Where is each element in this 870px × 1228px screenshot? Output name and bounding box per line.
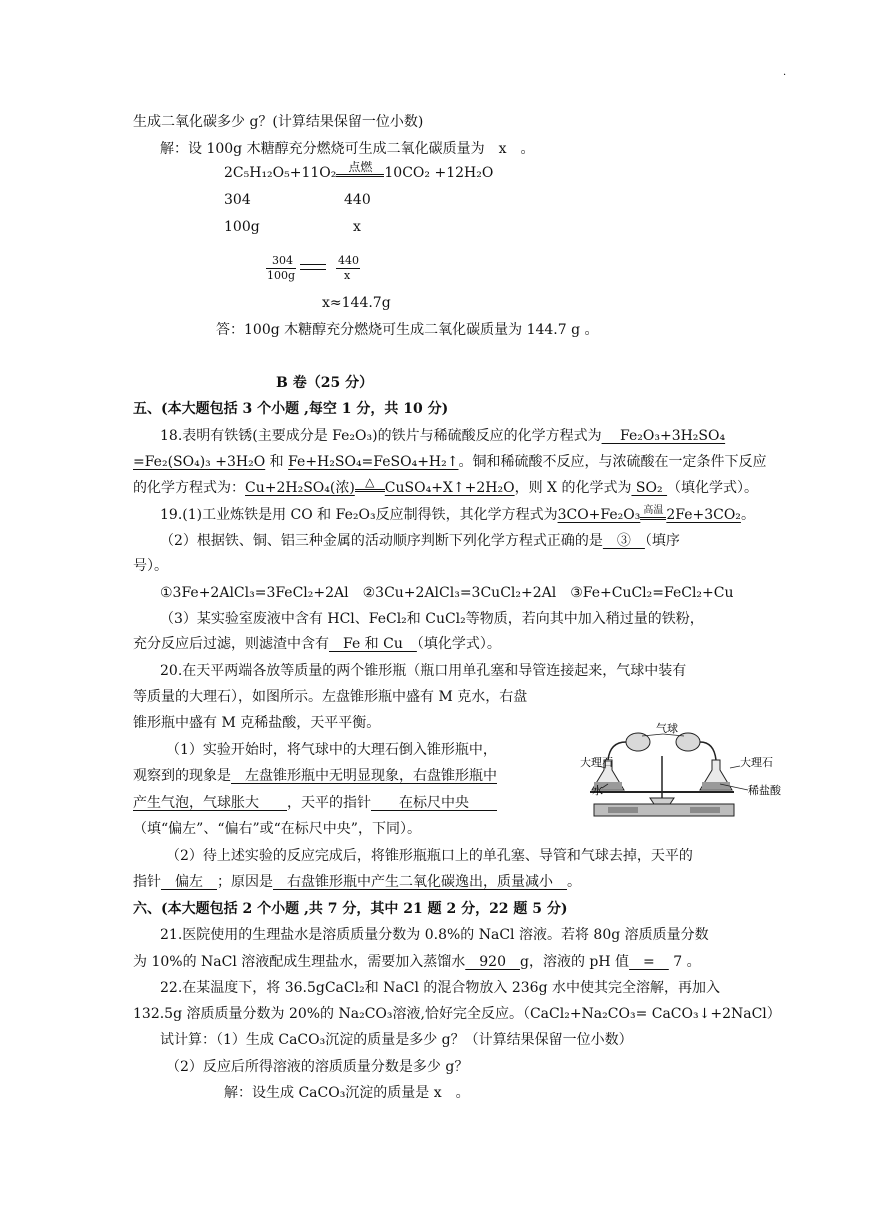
q21-line2: 为 10%的 NaCl 溶液配成生理盐水，需要加入蒸馏水 920 g，溶液的 pH 值 = 7 。: [133, 954, 701, 970]
q20-line1: 20.在天平两端各放等质量的两个锥形瓶（瓶口用单孔塞和导管连接起来，气球中装有: [160, 663, 687, 679]
q19-answer-3: Fe 和 Cu: [329, 636, 417, 652]
section-b-title: B 卷（25 分）: [276, 375, 374, 391]
q20-part1-c: 产生气泡，气球胀大 ，天平的指针 在标尺中央: [133, 795, 497, 811]
q18-answer-4: SO₂: [631, 480, 668, 496]
q20-answer-2: 在标尺中央: [371, 795, 497, 811]
label-balloon: 气球: [656, 722, 678, 735]
equals-sign: [300, 264, 326, 270]
mass-ratio-2: 440: [344, 192, 371, 208]
q18-answer-1-cont: =Fe₂(SO₄)₃ +3H₂O: [133, 454, 266, 470]
question-tail: 生成二氧化碳多少 g？(计算结果保留一位小数): [133, 114, 424, 130]
section5-heading: 五、(本大题包括 3 个小题 ,每空 1 分，共 10 分): [133, 401, 449, 417]
solution-intro: 解：设 100g 木糖醇充分燃烧可生成二氧化碳质量为 x 。: [160, 141, 535, 157]
q20-part2-b: 指针 偏左 ；原因是 右盘锥形瓶中产生二氧化碳逸出，质量减小 。: [133, 874, 581, 890]
fraction-right-numerator: 440: [338, 254, 359, 267]
q18-answer-3: Cu+2H₂SO₄(浓): [245, 480, 355, 496]
q20-answer-4: 右盘锥形瓶中产生二氧化碳逸出，质量减小: [273, 874, 567, 890]
label-marble-left: 大理石: [580, 756, 613, 769]
combustion-equation: [224, 162, 493, 184]
q19-line1: 19.(1)工业炼铁是用 CO 和 Fe₂O₃反应制得铁，其化学方程式为3CO+Fe₂O₃ 高温 2Fe+3CO₂。: [160, 505, 755, 523]
q22-line4: （2）反应后所得溶液的溶质质量分数是多少 g？: [166, 1059, 469, 1075]
q22-line1: 22.在某温度下，将 36.5gCaCl₂和 NaCl 的混合物放入 236g 水中使其完全溶解，再加入: [160, 980, 720, 996]
fraction-left-numerator: 304: [272, 254, 293, 267]
q19-options: ①3Fe+2AlCl₃=3FeCl₂+2Al ②3Cu+2AlCl₃=3CuCl₂+2Al ③Fe+CuCl₂=FeCl₂+Cu: [160, 585, 734, 601]
equation-condition: 点燃: [336, 160, 384, 177]
q19-answer-1: 3CO+Fe₂O₃: [557, 507, 641, 523]
q20-part1-a: （1）实验开始时，将气球中的大理石倒入锥形瓶中，: [166, 742, 497, 758]
given-mass: 100g: [224, 219, 260, 235]
result-value: x≈144.7g: [322, 295, 391, 311]
q19-condition: 高温: [640, 505, 666, 520]
q19-line4: 充分反应后过滤，则滤渣中含有 Fe 和 Cu （填化学式）。: [133, 636, 501, 652]
equation-lhs: 2C₅H₁₂O₅+11O₂: [224, 165, 337, 181]
q20-line2: 等质量的大理石），如图所示。左盘锥形瓶中盛有 M 克水，右盘: [133, 689, 528, 705]
q19-answer-2: ③: [602, 533, 645, 549]
balance-apparatus-figure: [580, 720, 815, 825]
answer-line: 答：100g 木糖醇充分燃烧可生成二氧化碳质量为 144.7 g 。: [216, 322, 599, 338]
q21-line1: 21.医院使用的生理盐水是溶质质量分数为 0.8%的 NaCl 溶液。若将 80g 溶质质量分数: [160, 927, 709, 943]
q18-line3: 的化学方程式为：Cu+2H₂SO₄(浓) △ CuSO₄+X↑+2H₂O，则 X 的化学式为 SO₂ （填化学式）。: [133, 475, 759, 496]
q19-line2: （2）根据铁、铜、铝三种金属的活动顺序判断下列化学方程式正确的是 ③ （填序: [160, 533, 680, 549]
q21-answer-1: 920: [465, 954, 520, 970]
q20-line3: 锥形瓶中盛有 M 克稀盐酸，天平平衡。: [133, 715, 381, 731]
section6-heading: 六、(本大题包括 2 个小题 ,共 7 分，其中 21 题 2 分，22 题 5 分): [133, 901, 568, 917]
label-marble-right: 大理石: [740, 756, 773, 769]
label-water: 水: [592, 784, 603, 797]
q22-solution-intro: 解：设生成 CaCO₃沉淀的质量是 x 。: [224, 1085, 470, 1101]
q20-part2-a: （2）待上述实验的反应完成后，将锥形瓶瓶口上的单孔塞、导管和气球去掉，天平的: [166, 848, 693, 864]
q22-line3: 试计算：（1）生成 CaCO₃沉淀的质量是多少 g？（计算结果保留一位小数）: [160, 1032, 633, 1048]
q19-line2-tail: 号）。: [133, 558, 168, 574]
fraction-left-denominator: 100g: [267, 269, 296, 282]
q21-answer-2: =: [629, 954, 669, 970]
q20-part1-d: （填“偏左”、“偏右”或“在标尺中央”，下同）。: [133, 821, 421, 837]
q18-condition: △: [355, 475, 385, 492]
q19-line3: （3）某实验室废液中含有 HCl、FeCl₂和 CuCl₂等物质，若向其中加入稍过量的铁粉，: [160, 611, 704, 627]
page-mark: ·: [783, 70, 787, 81]
fraction-right-denominator: x: [344, 269, 351, 282]
q20-answer-1: 左盘锥形瓶中无明显现象，右盘锥形瓶中: [231, 768, 497, 784]
label-acid: 稀盐酸: [748, 784, 781, 797]
q20-answer-1-cont: 产生气泡，气球胀大: [133, 795, 287, 811]
q18-answer-2: Fe+H₂SO₄=FeSO₄+H₂↑: [288, 454, 459, 470]
q18-line2: =Fe₂(SO₄)₃ +3H₂O 和 Fe+H₂SO₄=FeSO₄+H₂↑。铜和稀硫酸不反应，与浓硫酸在一定条件下反应: [133, 454, 767, 470]
q20-part1-b: 观察到的现象是 左盘锥形瓶中无明显现象，右盘锥形瓶中: [133, 768, 497, 784]
q22-line2: 132.5g 溶质质量分数为 20%的 Na₂CO₃溶液,恰好完全反应。（CaCl₂+Na₂CO₃= CaCO₃↓+2NaCl）: [133, 1006, 781, 1022]
mass-ratio-1: 304: [224, 192, 251, 208]
q18-answer-1: Fe₂O₃+3H₂SO₄: [601, 428, 726, 444]
unknown-x: x: [353, 219, 361, 235]
q18-line1: 18.表明有铁锈(主要成分是 Fe₂O₃)的铁片与稀硫酸反应的化学方程式为 Fe₂O₃+3H₂SO₄: [160, 428, 726, 444]
q20-answer-3: 偏左: [161, 874, 217, 890]
equation-rhs: 10CO₂ +12H₂O: [384, 165, 494, 181]
